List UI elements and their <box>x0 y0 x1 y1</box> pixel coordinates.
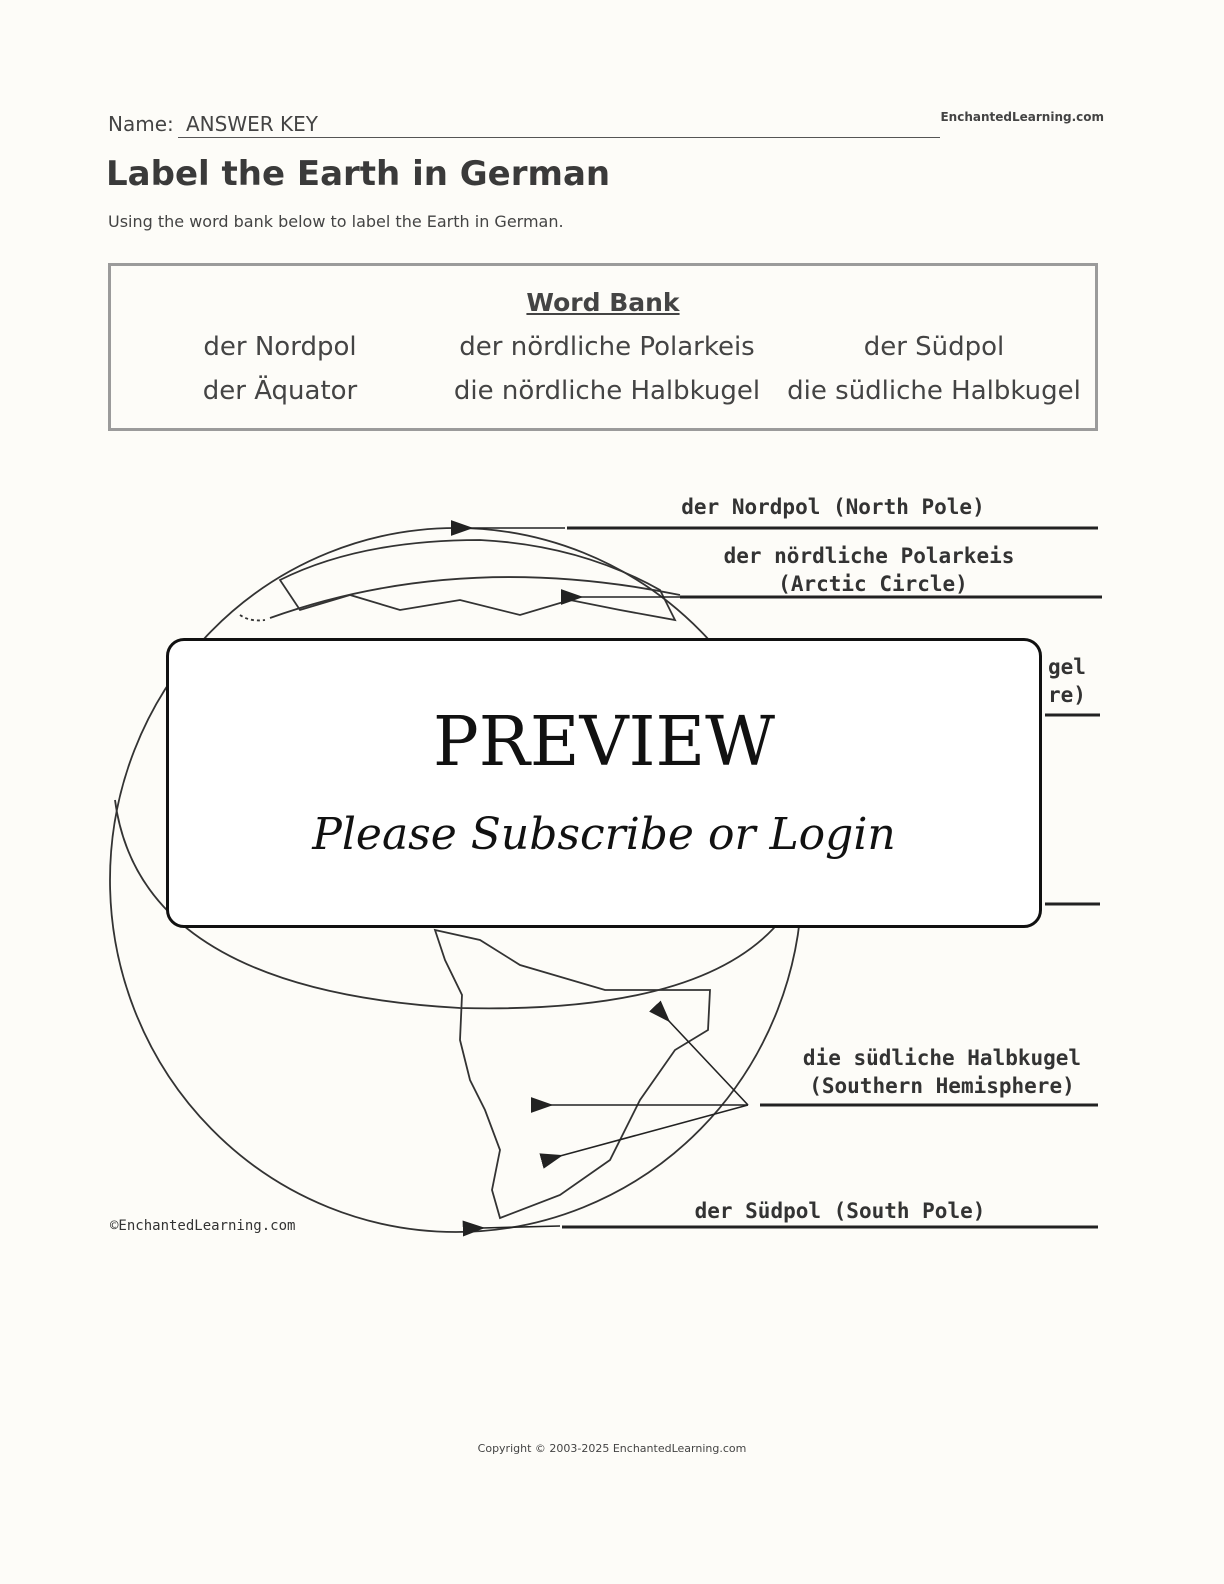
name-label: Name: <box>108 112 174 136</box>
label-southern-hemisphere-en: (Southern Hemisphere) <box>809 1074 1075 1098</box>
preview-subscribe-login[interactable]: Please Subscribe or Login <box>312 809 896 860</box>
name-underline <box>178 137 940 138</box>
site-name[interactable]: EnchantedLearning.com <box>940 110 1104 124</box>
label-north-pole: der Nordpol (North Pole) <box>681 495 985 519</box>
word-bank-item: der nördliche Polarkeis <box>459 332 755 362</box>
name-value: ANSWER KEY <box>186 112 318 136</box>
diagram-credit: ©EnchantedLearning.com <box>110 1218 296 1234</box>
page-title: Label the Earth in German <box>106 154 611 194</box>
word-bank-item: die südliche Halbkugel <box>787 376 1081 406</box>
label-northern-hemisphere-partial-en: re) <box>1048 683 1086 707</box>
label-arctic-circle-en: (Arctic Circle) <box>778 572 968 596</box>
word-bank-item: die nördliche Halbkugel <box>453 376 761 406</box>
preview-overlay[interactable] <box>166 638 1042 928</box>
instructions: Using the word bank below to label the Earth in German. <box>108 212 564 231</box>
word-bank-title: Word Bank <box>526 288 680 317</box>
south-america <box>435 930 710 1218</box>
word-bank-item: der Südpol <box>863 332 1005 362</box>
coast-detail <box>240 615 265 620</box>
word-bank <box>108 263 1098 431</box>
footer-copyright: Copyright © 2003-2025 EnchantedLearning.com <box>477 1442 747 1455</box>
label-southern-hemisphere: die südliche Halbkugel <box>802 1046 1082 1070</box>
label-arctic-circle: der nördliche Polarkeis <box>723 544 1015 568</box>
north-continent <box>280 540 675 620</box>
preview-title: PREVIEW <box>432 703 776 782</box>
word-bank-item: der Äquator <box>202 376 358 406</box>
label-northern-hemisphere-partial: gel <box>1048 655 1086 679</box>
label-south-pole: der Südpol (South Pole) <box>694 1199 986 1223</box>
word-bank-item: der Nordpol <box>203 332 357 362</box>
